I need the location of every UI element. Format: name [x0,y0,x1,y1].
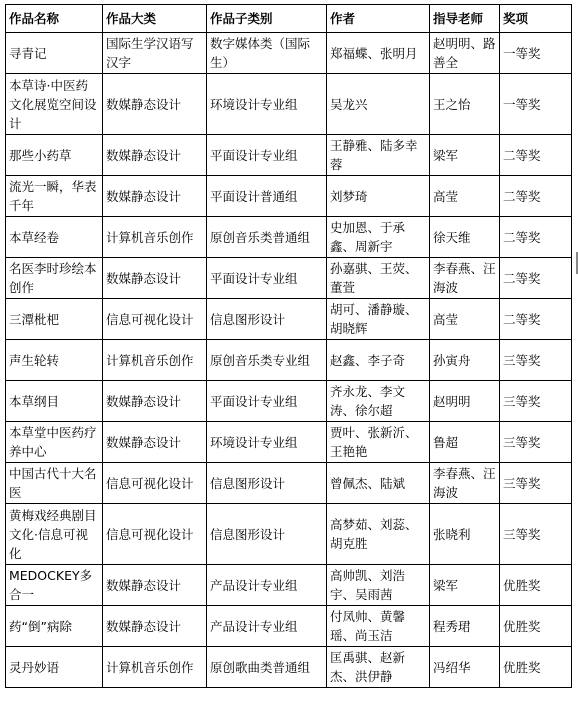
cell-award: 三等奖 [500,340,572,381]
cell-advisor: 程秀珺 [430,606,500,647]
cell-subcategory: 原创音乐类普通组 [207,217,327,258]
cell-work-name: 药“倒”病除 [6,606,103,647]
cell-subcategory: 平面设计专业组 [207,258,327,299]
cell-category: 数媒静态设计 [103,422,207,463]
cell-advisor: 梁军 [430,565,500,606]
cell-award: 三等奖 [500,463,572,504]
cell-work-name: 那些小药草 [6,135,103,176]
table-row [6,135,572,176]
cell-category: 数媒静态设计 [103,606,207,647]
cell-advisor: 梁军 [430,135,500,176]
cell-subcategory: 信息图形设计 [207,463,327,504]
cell-category: 数媒静态设计 [103,258,207,299]
cell-award: 一等奖 [500,33,572,74]
cell-advisor: 鲁超 [430,422,500,463]
cell-subcategory: 原创音乐类专业组 [207,340,327,381]
cell-award: 三等奖 [500,504,572,565]
cell-advisor: 孙寅舟 [430,340,500,381]
cell-work-name: 本草诗·中医药文化展览空间设计 [6,74,103,135]
cell-subcategory: 平面设计普通组 [207,176,327,217]
table-row [6,463,572,504]
cell-subcategory: 环境设计专业组 [207,74,327,135]
table-row [6,299,572,340]
cell-author: 吴龙兴 [327,74,430,135]
cell-advisor: 赵明明、路善全 [430,33,500,74]
cell-award: 优胜奖 [500,606,572,647]
cell-subcategory: 平面设计专业组 [207,381,327,422]
header-award: 奖项 [500,5,572,33]
cell-advisor: 徐天维 [430,217,500,258]
cell-category: 数媒静态设计 [103,135,207,176]
awards-table [5,4,572,688]
cell-advisor: 冯绍华 [430,647,500,688]
header-category: 作品大类 [103,5,207,33]
cell-award: 三等奖 [500,422,572,463]
cell-subcategory: 信息图形设计 [207,299,327,340]
table-row [6,340,572,381]
cell-category: 计算机音乐创作 [103,647,207,688]
cell-award: 优胜奖 [500,565,572,606]
header-subcategory: 作品子类别 [207,5,327,33]
cell-advisor: 王之怡 [430,74,500,135]
cell-category: 信息可视化设计 [103,463,207,504]
cell-author: 齐永龙、李文涛、徐尔超 [327,381,430,422]
header-advisor: 指导老师 [430,5,500,33]
cell-author: 赵鑫、李子奇 [327,340,430,381]
cell-award: 二等奖 [500,299,572,340]
cell-author: 孙嘉骐、王荧、董萱 [327,258,430,299]
cell-author: 王静雅、陆多幸蓉 [327,135,430,176]
cell-author: 付凤帅、黄馨瑶、尚玉洁 [327,606,430,647]
table-row [6,33,572,74]
cell-subcategory: 产品设计专业组 [207,565,327,606]
table-row [6,258,572,299]
cell-work-name: 名医李时珍绘本创作 [6,258,103,299]
cell-work-name: 流光一瞬，华表千年 [6,176,103,217]
cell-work-name: MEDOCKEY多合一 [6,565,103,606]
table-row [6,422,572,463]
cell-work-name: 寻青记 [6,33,103,74]
cell-award: 一等奖 [500,74,572,135]
cell-work-name: 本草经卷 [6,217,103,258]
cell-award: 三等奖 [500,381,572,422]
header-author: 作者 [327,5,430,33]
table-row [6,504,572,565]
header-work-name: 作品名称 [6,5,103,33]
cell-award: 二等奖 [500,258,572,299]
cell-subcategory: 平面设计专业组 [207,135,327,176]
cell-author: 郑福蝶、张明月 [327,33,430,74]
table-row [6,606,572,647]
cell-work-name: 三潭枇杷 [6,299,103,340]
table-header-row [6,5,572,33]
cell-author: 史加恩、于承鑫、周新宇 [327,217,430,258]
cell-category: 计算机音乐创作 [103,340,207,381]
table-row [6,381,572,422]
cell-work-name: 本草堂中医药疗养中心 [6,422,103,463]
cell-work-name: 黄梅戏经典剧目文化·信息可视化 [6,504,103,565]
cell-work-name: 灵丹妙语 [6,647,103,688]
cell-subcategory: 信息图形设计 [207,504,327,565]
cell-subcategory: 产品设计专业组 [207,606,327,647]
cell-author: 曾佩杰、陆斌 [327,463,430,504]
cell-advisor: 高莹 [430,176,500,217]
cell-award: 二等奖 [500,176,572,217]
table-row [6,565,572,606]
cell-category: 数媒静态设计 [103,176,207,217]
cell-author: 高梦茹、刘蕊、胡克胜 [327,504,430,565]
cell-advisor: 赵明明 [430,381,500,422]
cell-work-name: 本草纲目 [6,381,103,422]
cell-category: 信息可视化设计 [103,299,207,340]
table-row [6,74,572,135]
table-row [6,647,572,688]
cell-advisor: 李春燕、汪海波 [430,463,500,504]
cell-category: 数媒静态设计 [103,565,207,606]
cell-subcategory: 原创歌曲类普通组 [207,647,327,688]
cell-advisor: 高莹 [430,299,500,340]
cell-author: 匡禹骐、赵新杰、洪伊静 [327,647,430,688]
cell-work-name: 声生轮转 [6,340,103,381]
cell-award: 优胜奖 [500,647,572,688]
cell-author: 胡可、潘静璇、胡晓辉 [327,299,430,340]
cell-category: 计算机音乐创作 [103,217,207,258]
table-row [6,176,572,217]
cell-advisor: 李春燕、汪海波 [430,258,500,299]
cell-award: 二等奖 [500,135,572,176]
cell-author: 刘梦琦 [327,176,430,217]
cell-advisor: 张晓利 [430,504,500,565]
cell-category: 信息可视化设计 [103,504,207,565]
cell-work-name: 中国古代十大名医 [6,463,103,504]
cell-award: 二等奖 [500,217,572,258]
cell-category: 数媒静态设计 [103,381,207,422]
cell-author: 高帅凯、刘浩宇、吴雨茜 [327,565,430,606]
cell-subcategory: 数字媒体类（国际生） [207,33,327,74]
table-row [6,217,572,258]
cell-subcategory: 环境设计专业组 [207,422,327,463]
cell-category: 国际生学汉语写汉字 [103,33,207,74]
cell-author: 贾叶、张新沂、王艳艳 [327,422,430,463]
cell-category: 数媒静态设计 [103,74,207,135]
